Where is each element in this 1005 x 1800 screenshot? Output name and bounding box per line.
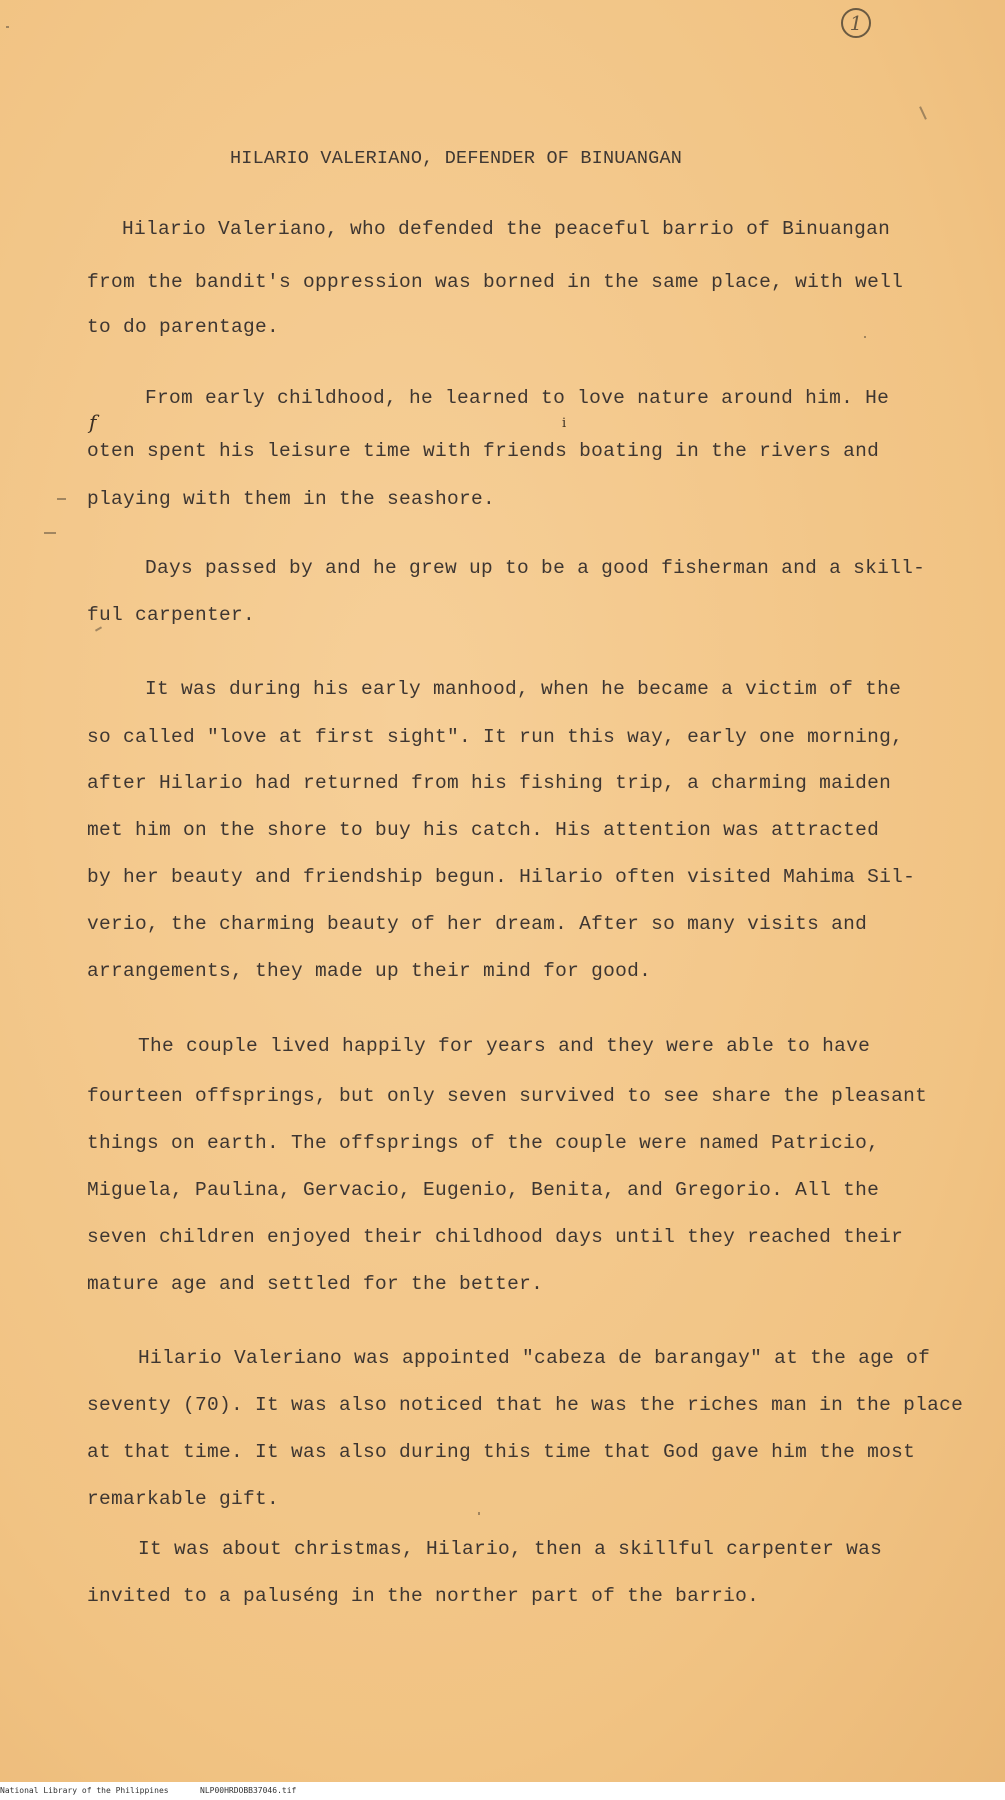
body-line: Days passed by and he grew up to be a good fisherman and a skill- <box>145 557 926 579</box>
body-line: to do parentage. <box>87 316 280 338</box>
body-line: remarkable gift. <box>87 1488 280 1510</box>
footer-institution: National Library of the Philippines <box>0 1786 169 1795</box>
body-line: The couple lived happily for years and they were able to have <box>138 1035 871 1057</box>
stray-mark <box>95 626 102 631</box>
body-line: at that time. It was also during this time that God gave him the most <box>87 1441 916 1463</box>
body-line: It was about christmas, Hilario, then a skillful carpenter was <box>138 1538 883 1560</box>
body-line: It was during his early manhood, when he became a victim of the <box>145 678 902 700</box>
body-line: by her beauty and friendship begun. Hilario often visited Mahima Sil- <box>87 866 916 888</box>
body-line: seven children enjoyed their childhood days until they reached their <box>87 1226 904 1248</box>
page-number: 1 <box>840 6 872 38</box>
body-line: met him on the shore to buy his catch. His attention was attracted <box>87 819 880 841</box>
margin-dash <box>44 532 56 534</box>
body-line: arrangements, they made up their mind for good. <box>87 960 652 982</box>
footer-filename: NLP00HRDOBB37046.tif <box>200 1786 297 1795</box>
body-line: ful carpenter. <box>87 604 256 626</box>
stray-mark <box>6 26 9 28</box>
document-title: HILARIO VALERIANO, DEFENDER OF BINUANGAN <box>230 148 683 169</box>
body-line: so called "love at first sight". It run this way, early one morning, <box>87 726 904 748</box>
stray-mark <box>864 336 866 338</box>
body-line: verio, the charming beauty of her dream. After so many visits and <box>87 913 868 935</box>
handwritten-margin-mark: f <box>89 410 97 434</box>
scan-footer <box>0 1782 1005 1800</box>
body-line: invited to a paluséng in the norther part of the barrio. <box>87 1585 760 1607</box>
stray-mark <box>478 1512 480 1515</box>
body-line: fourteen offsprings, but only seven survived to see share the pleasant <box>87 1085 928 1107</box>
body-line: Miguela, Paulina, Gervacio, Eugenio, Benita, and Gregorio. All the <box>87 1179 880 1201</box>
body-line: oten spent his leisure time with friends boating in the rivers and <box>87 440 880 462</box>
stray-mark <box>919 106 927 120</box>
body-line: Hilario Valeriano, who defended the peaceful barrio of Binuangan <box>122 218 891 240</box>
body-line: playing with them in the seashore. <box>87 488 496 510</box>
body-line: seventy (70). It was also noticed that he was the riches man in the place <box>87 1394 964 1416</box>
handwritten-caret-mark: i <box>562 416 567 431</box>
body-line: Hilario Valeriano was appointed "cabeza de barangay" at the age of <box>138 1347 931 1369</box>
margin-dash <box>57 498 66 500</box>
body-line: after Hilario had returned from his fishing trip, a charming maiden <box>87 772 892 794</box>
body-line: from the bandit's oppression was borned in the same place, with well <box>87 271 904 293</box>
body-line: mature age and settled for the better. <box>87 1273 544 1295</box>
body-line: things on earth. The offsprings of the couple were named Patricio, <box>87 1132 880 1154</box>
body-line: From early childhood, he learned to love nature around him. He <box>145 387 890 409</box>
